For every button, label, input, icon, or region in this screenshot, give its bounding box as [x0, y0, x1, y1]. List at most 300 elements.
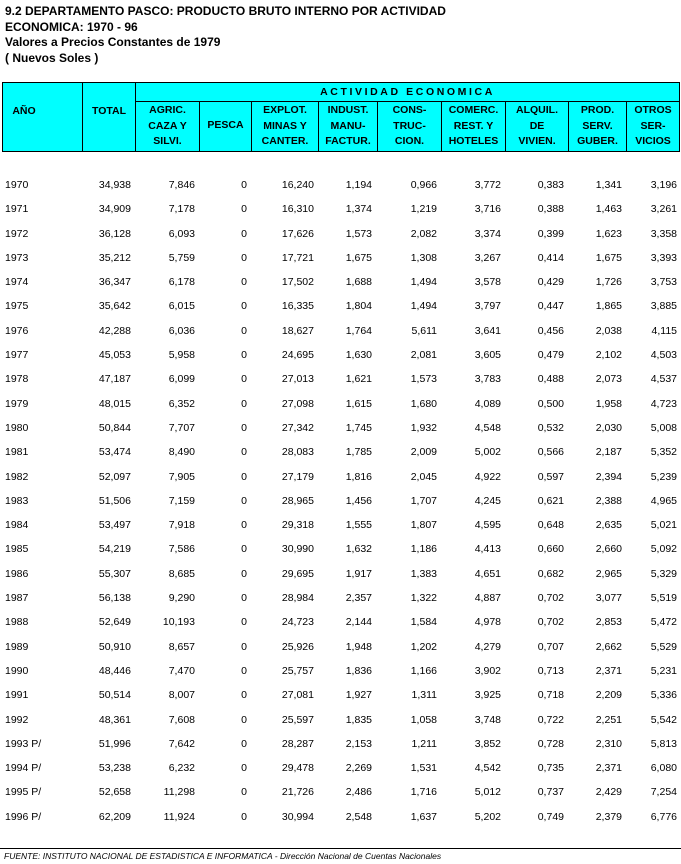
table-cell: 11,924 [163, 810, 195, 823]
table-cell: 2,209 [595, 689, 622, 702]
table-cell: 0 [241, 737, 247, 750]
table-cell: 3,797 [474, 300, 501, 313]
row-year: 1995 P/ [5, 786, 42, 799]
table-cell: 7,707 [168, 421, 195, 434]
table-row [0, 222, 681, 246]
table-cell: 1,804 [345, 300, 372, 313]
table-row [0, 635, 681, 659]
table-cell: 29,318 [281, 519, 314, 532]
table-cell: 1,058 [410, 713, 437, 726]
table-cell: 3,748 [474, 713, 501, 726]
table-cell: 0,660 [537, 543, 564, 556]
row-year: 1979 [5, 397, 29, 410]
table-cell: 7,918 [168, 519, 195, 532]
header-construccion: CONS- TRUC- CION. [392, 104, 427, 147]
table-cell: 34,909 [98, 203, 131, 216]
table-cell: 56,138 [98, 592, 131, 605]
header-border-bottom [2, 151, 680, 152]
table-cell: 51,996 [98, 737, 131, 750]
title-line-2: ECONOMICA: 1970 - 96 [5, 19, 138, 34]
table-row [0, 465, 681, 489]
table-cell: 0 [241, 276, 247, 289]
table-row [0, 780, 681, 804]
table-cell: 1,202 [410, 640, 437, 653]
table-cell: 3,077 [595, 592, 622, 605]
table-cell: 2,251 [595, 713, 622, 726]
table-cell: 3,772 [474, 179, 501, 191]
table-cell: 0 [241, 179, 247, 191]
table-cell: 24,723 [281, 616, 314, 629]
table-row [0, 659, 681, 683]
table-cell: 25,926 [281, 640, 314, 653]
table-cell: 0 [241, 300, 247, 313]
table-cell: 50,514 [98, 689, 131, 702]
table-cell: 6,080 [650, 762, 677, 775]
table-cell: 4,651 [474, 567, 501, 580]
row-year: 1985 [5, 543, 29, 556]
table-cell: 1,932 [410, 421, 437, 434]
table-cell: 1,948 [345, 640, 372, 653]
header-activity-group: ACTIVIDAD ECONOMICA [320, 86, 495, 98]
table-row [0, 805, 681, 829]
table-cell: 11,298 [163, 786, 195, 799]
table-cell: 3,902 [474, 664, 501, 677]
title-line-3: Valores a Precios Constantes de 1979 [5, 35, 221, 49]
table-cell: 29,478 [281, 762, 314, 775]
table-cell: 7,586 [168, 543, 195, 556]
table-cell: 6,036 [168, 324, 195, 337]
table-cell: 1,621 [345, 373, 372, 386]
row-year: 1993 P/ [5, 737, 42, 750]
table-cell: 0,456 [537, 324, 564, 337]
table-cell: 0 [241, 713, 247, 726]
header-explot: EXPLOT. MINAS Y CANTER. [261, 104, 309, 147]
table-cell: 3,196 [650, 179, 677, 191]
table-row [0, 343, 681, 367]
table-cell: 3,753 [650, 276, 677, 289]
table-cell: 0,566 [537, 446, 564, 459]
table-cell: 0 [241, 616, 247, 629]
table-cell: 35,642 [98, 300, 131, 313]
table-cell: 24,695 [281, 349, 314, 362]
table-cell: 1,764 [345, 324, 372, 337]
table-cell: 3,393 [650, 251, 677, 264]
table-cell: 18,627 [281, 324, 314, 337]
table-cell: 5,542 [650, 713, 677, 726]
table-cell: 62,209 [98, 810, 131, 823]
table-cell: 0 [241, 567, 247, 580]
table-cell: 0,702 [537, 592, 564, 605]
table-cell: 0,488 [537, 373, 564, 386]
table-cell: 48,446 [98, 664, 131, 677]
table-cell: 1,341 [595, 179, 622, 191]
table-cell: 2,371 [595, 664, 622, 677]
table-row [0, 708, 681, 732]
table-row [0, 246, 681, 270]
table-cell: 0,429 [537, 276, 564, 289]
table-cell: 1,630 [345, 349, 372, 362]
row-year: 1984 [5, 519, 29, 532]
table-cell: 2,486 [345, 786, 372, 799]
table-cell: 6,015 [168, 300, 195, 313]
row-year: 1977 [5, 349, 29, 362]
table-cell: 0,648 [537, 519, 564, 532]
table-cell: 50,910 [98, 640, 131, 653]
table-cell: 8,685 [168, 567, 195, 580]
table-cell: 0,749 [537, 810, 564, 823]
table-cell: 6,093 [168, 227, 195, 240]
table-cell: 5,329 [650, 567, 677, 580]
title-line-4: ( Nuevos Soles ) [5, 50, 99, 65]
table-cell: 25,757 [281, 664, 314, 677]
table-cell: 16,240 [281, 179, 314, 191]
table-cell: 48,361 [98, 713, 131, 726]
table-cell: 5,611 [411, 324, 437, 337]
table-cell: 4,503 [650, 349, 677, 362]
table-cell: 4,537 [650, 373, 677, 386]
table-cell: 5,813 [650, 737, 677, 750]
table-cell: 6,352 [168, 397, 195, 410]
table-cell: 21,726 [281, 786, 314, 799]
table-cell: 1,688 [345, 276, 372, 289]
table-cell: 1,322 [410, 592, 437, 605]
table-cell: 7,846 [168, 179, 195, 191]
table-cell: 4,279 [474, 640, 501, 653]
table-cell: 0 [241, 446, 247, 459]
table-cell: 0 [241, 640, 247, 653]
table-cell: 2,269 [345, 762, 372, 775]
table-cell: 5,021 [650, 519, 677, 532]
row-year: 1980 [5, 421, 29, 434]
table-cell: 1,807 [410, 519, 437, 532]
table-cell: 0,713 [537, 664, 564, 677]
table-cell: 4,965 [650, 494, 677, 507]
header-year: AÑO [12, 105, 36, 117]
table-cell: 4,887 [474, 592, 501, 605]
table-cell: 3,716 [474, 203, 501, 216]
table-cell: 0,722 [537, 713, 564, 726]
table-cell: 4,413 [474, 543, 501, 556]
header-agric: AGRIC. CAZA Y SILVI. [148, 104, 187, 147]
table-cell: 3,925 [474, 689, 501, 702]
header-indust: INDUST. MANU- FACTUR. [325, 104, 371, 147]
table-row [0, 537, 681, 561]
table-cell: 2,662 [595, 640, 622, 653]
table-cell: 29,695 [281, 567, 314, 580]
table-row [0, 319, 681, 343]
table-cell: 1,573 [345, 227, 372, 240]
table-cell: 1,958 [595, 397, 622, 410]
table-cell: 1,816 [345, 470, 372, 483]
table-cell: 0,702 [537, 616, 564, 629]
row-year: 1982 [5, 470, 29, 483]
table-cell: 4,922 [474, 470, 501, 483]
table-cell: 7,254 [650, 786, 677, 799]
table-cell: 2,187 [595, 446, 622, 459]
table-cell: 34,938 [98, 179, 131, 191]
table-cell: 0 [241, 251, 247, 264]
table-cell: 1,308 [410, 251, 437, 264]
table-cell: 0,718 [537, 689, 564, 702]
table-cell: 0,735 [537, 762, 564, 775]
table-cell: 3,358 [650, 227, 677, 240]
table-cell: 27,081 [281, 689, 314, 702]
table-cell: 3,885 [650, 300, 677, 313]
table-cell: 28,287 [281, 737, 314, 750]
row-year: 1989 [5, 640, 29, 653]
table-cell: 5,231 [650, 664, 677, 677]
table-cell: 0,500 [537, 397, 564, 410]
footer-divider [0, 848, 681, 849]
table-cell: 1,865 [595, 300, 622, 313]
table-cell: 0 [241, 664, 247, 677]
table-cell: 1,680 [410, 397, 437, 410]
table-cell: 4,978 [474, 616, 501, 629]
row-year: 1983 [5, 494, 29, 507]
table-cell: 0,728 [537, 737, 564, 750]
table-cell: 8,657 [168, 640, 195, 653]
table-cell: 53,474 [98, 446, 131, 459]
table-cell: 2,379 [595, 810, 622, 823]
table-cell: 5,958 [168, 349, 195, 362]
table-cell: 42,288 [98, 324, 131, 337]
table-cell: 7,608 [168, 713, 195, 726]
table-cell: 1,383 [410, 567, 437, 580]
row-year: 1981 [5, 446, 29, 459]
table-cell: 0,383 [537, 179, 564, 191]
table-cell: 4,089 [474, 397, 501, 410]
table-cell: 1,219 [410, 203, 437, 216]
table-cell: 1,194 [345, 179, 372, 191]
table-cell: 0 [241, 519, 247, 532]
table-cell: 3,374 [474, 227, 501, 240]
table-cell: 0,399 [537, 227, 564, 240]
table-cell: 2,144 [345, 616, 372, 629]
row-year: 1996 P/ [5, 810, 42, 823]
table-cell: 2,102 [595, 349, 622, 362]
table-cell: 0,414 [537, 251, 564, 264]
row-year: 1975 [5, 300, 29, 313]
table-cell: 17,626 [281, 227, 314, 240]
table-cell: 5,092 [650, 543, 677, 556]
table-cell: 27,179 [281, 470, 314, 483]
row-year: 1991 [5, 689, 29, 702]
table-cell: 2,635 [595, 519, 622, 532]
table-cell: 28,083 [281, 446, 314, 459]
table-cell: 0,447 [537, 300, 564, 313]
table-cell: 0 [241, 494, 247, 507]
table-cell: 1,311 [411, 689, 437, 702]
table-cell: 6,776 [650, 810, 677, 823]
table-cell: 5,002 [474, 446, 501, 459]
table-cell: 0 [241, 421, 247, 434]
table-cell: 5,759 [168, 251, 195, 264]
table-cell: 1,463 [595, 203, 622, 216]
table-cell: 7,470 [168, 664, 195, 677]
table-cell: 2,009 [410, 446, 437, 459]
table-cell: 5,352 [650, 446, 677, 459]
row-year: 1987 [5, 592, 29, 605]
table-cell: 0,388 [537, 203, 564, 216]
table-cell: 0 [241, 324, 247, 337]
table-cell: 0 [241, 349, 247, 362]
table-cell: 10,193 [162, 616, 195, 629]
table-row [0, 392, 681, 416]
table-cell: 55,307 [98, 567, 131, 580]
table-cell: 3,261 [650, 203, 677, 216]
table-cell: 1,494 [410, 276, 437, 289]
col-divider [679, 82, 680, 152]
table-cell: 0,479 [537, 349, 564, 362]
table-cell: 1,917 [345, 567, 372, 580]
table-cell: 2,357 [345, 592, 372, 605]
row-year: 1992 [5, 713, 29, 726]
table-cell: 28,984 [281, 592, 314, 605]
table-cell: 4,723 [650, 397, 677, 410]
table-cell: 5,008 [650, 421, 677, 434]
table-row [0, 197, 681, 221]
table-cell: 48,015 [98, 397, 131, 410]
table-cell: 16,335 [281, 300, 314, 313]
table-cell: 3,852 [474, 737, 501, 750]
table-row [0, 732, 681, 756]
table-cell: 1,615 [345, 397, 372, 410]
table-cell: 2,310 [595, 737, 622, 750]
table-cell: 52,658 [98, 786, 131, 799]
table-cell: 1,835 [345, 713, 372, 726]
table-cell: 36,128 [98, 227, 131, 240]
header-prod-serv: PROD. SERV. GUBER. [577, 104, 618, 147]
table-cell: 2,371 [595, 762, 622, 775]
table-cell: 2,965 [595, 567, 622, 580]
table-cell: 0,532 [537, 421, 564, 434]
table-cell: 2,660 [595, 543, 622, 556]
table-cell: 1,584 [410, 616, 437, 629]
table-cell: 53,238 [98, 762, 131, 775]
table-cell: 27,098 [281, 397, 314, 410]
table-cell: 5,202 [474, 810, 501, 823]
table-row [0, 610, 681, 634]
row-year: 1972 [5, 227, 29, 240]
table-cell: 1,531 [410, 762, 437, 775]
table-cell: 35,212 [98, 251, 131, 264]
table-cell: 51,506 [98, 494, 131, 507]
table-cell: 2,388 [595, 494, 622, 507]
header-alquiler: ALQUIL. DE VIVIEN. [516, 104, 558, 147]
table-cell: 9,290 [168, 592, 195, 605]
header-comercio: COMERC. REST. Y HOTELES [448, 104, 499, 147]
table-cell: 30,994 [281, 810, 314, 823]
table-cell: 2,045 [410, 470, 437, 483]
table-cell: 27,342 [281, 421, 314, 434]
table-cell: 6,178 [168, 276, 195, 289]
table-cell: 8,007 [168, 689, 195, 702]
table-cell: 1,166 [410, 664, 437, 677]
table-cell: 1,186 [410, 543, 437, 556]
row-year: 1976 [5, 324, 29, 337]
table-cell: 0 [241, 592, 247, 605]
table-cell: 3,783 [474, 373, 501, 386]
table-row [0, 367, 681, 391]
table-cell: 27,013 [281, 373, 314, 386]
page-title-block [5, 4, 446, 66]
table-cell: 0 [241, 762, 247, 775]
table-row [0, 440, 681, 464]
table-cell: 0,621 [537, 494, 564, 507]
table-cell: 1,716 [410, 786, 437, 799]
table-cell: 0 [241, 373, 247, 386]
table-cell: 53,497 [98, 519, 131, 532]
header-otros: OTROS SER- VICIOS [634, 104, 672, 147]
table-body [0, 173, 681, 829]
table-cell: 2,548 [345, 810, 372, 823]
table-cell: 2,081 [410, 349, 437, 362]
table-cell: 52,097 [98, 470, 131, 483]
table-cell: 1,726 [595, 276, 622, 289]
table-cell: 2,153 [345, 737, 372, 750]
table-cell: 8,490 [168, 446, 195, 459]
table-cell: 1,374 [345, 203, 372, 216]
table-cell: 2,038 [595, 324, 622, 337]
table-row [0, 173, 681, 197]
table-cell: 2,082 [410, 227, 437, 240]
table-cell: 0 [241, 786, 247, 799]
table-cell: 1,623 [595, 227, 622, 240]
table-cell: 4,542 [474, 762, 501, 775]
table-cell: 7,178 [168, 203, 195, 216]
table-cell: 3,267 [474, 251, 501, 264]
table-cell: 1,836 [345, 664, 372, 677]
table-cell: 1,675 [595, 251, 622, 264]
table-row [0, 270, 681, 294]
table-cell: 30,990 [281, 543, 314, 556]
table-cell: 1,494 [410, 300, 437, 313]
table-cell: 0 [241, 227, 247, 240]
table-cell: 45,053 [98, 349, 131, 362]
table-cell: 1,632 [345, 543, 372, 556]
table-cell: 6,232 [168, 762, 195, 775]
table-cell: 0,707 [537, 640, 564, 653]
title-line-1: 9.2 DEPARTAMENTO PASCO: PRODUCTO BRUTO INTERNO POR ACTIVIDAD [5, 4, 446, 18]
table-cell: 0,737 [537, 786, 564, 799]
header-border-top [2, 82, 680, 83]
table-cell: 0 [241, 203, 247, 216]
table-cell: 7,905 [168, 470, 195, 483]
table-cell: 5,529 [650, 640, 677, 653]
row-year: 1988 [5, 616, 29, 629]
table-cell: 2,853 [595, 616, 622, 629]
table-cell: 5,472 [650, 616, 677, 629]
table-cell: 5,239 [650, 470, 677, 483]
row-year: 1986 [5, 567, 29, 580]
table-cell: 52,649 [98, 616, 131, 629]
table-cell: 2,030 [595, 421, 622, 434]
table-cell: 3,605 [474, 349, 501, 362]
table-row [0, 416, 681, 440]
table-cell: 25,597 [281, 713, 314, 726]
table-cell: 4,115 [651, 324, 677, 337]
table-cell: 17,502 [281, 276, 314, 289]
table-cell: 0 [241, 397, 247, 410]
group-divider [136, 101, 679, 102]
row-year: 1994 P/ [5, 762, 42, 775]
table-cell: 4,548 [474, 421, 501, 434]
table-cell: 0,597 [537, 470, 564, 483]
row-year: 1973 [5, 251, 29, 264]
table-cell: 1,675 [345, 251, 372, 264]
table-cell: 2,429 [595, 786, 622, 799]
header-total: TOTAL [91, 105, 127, 117]
